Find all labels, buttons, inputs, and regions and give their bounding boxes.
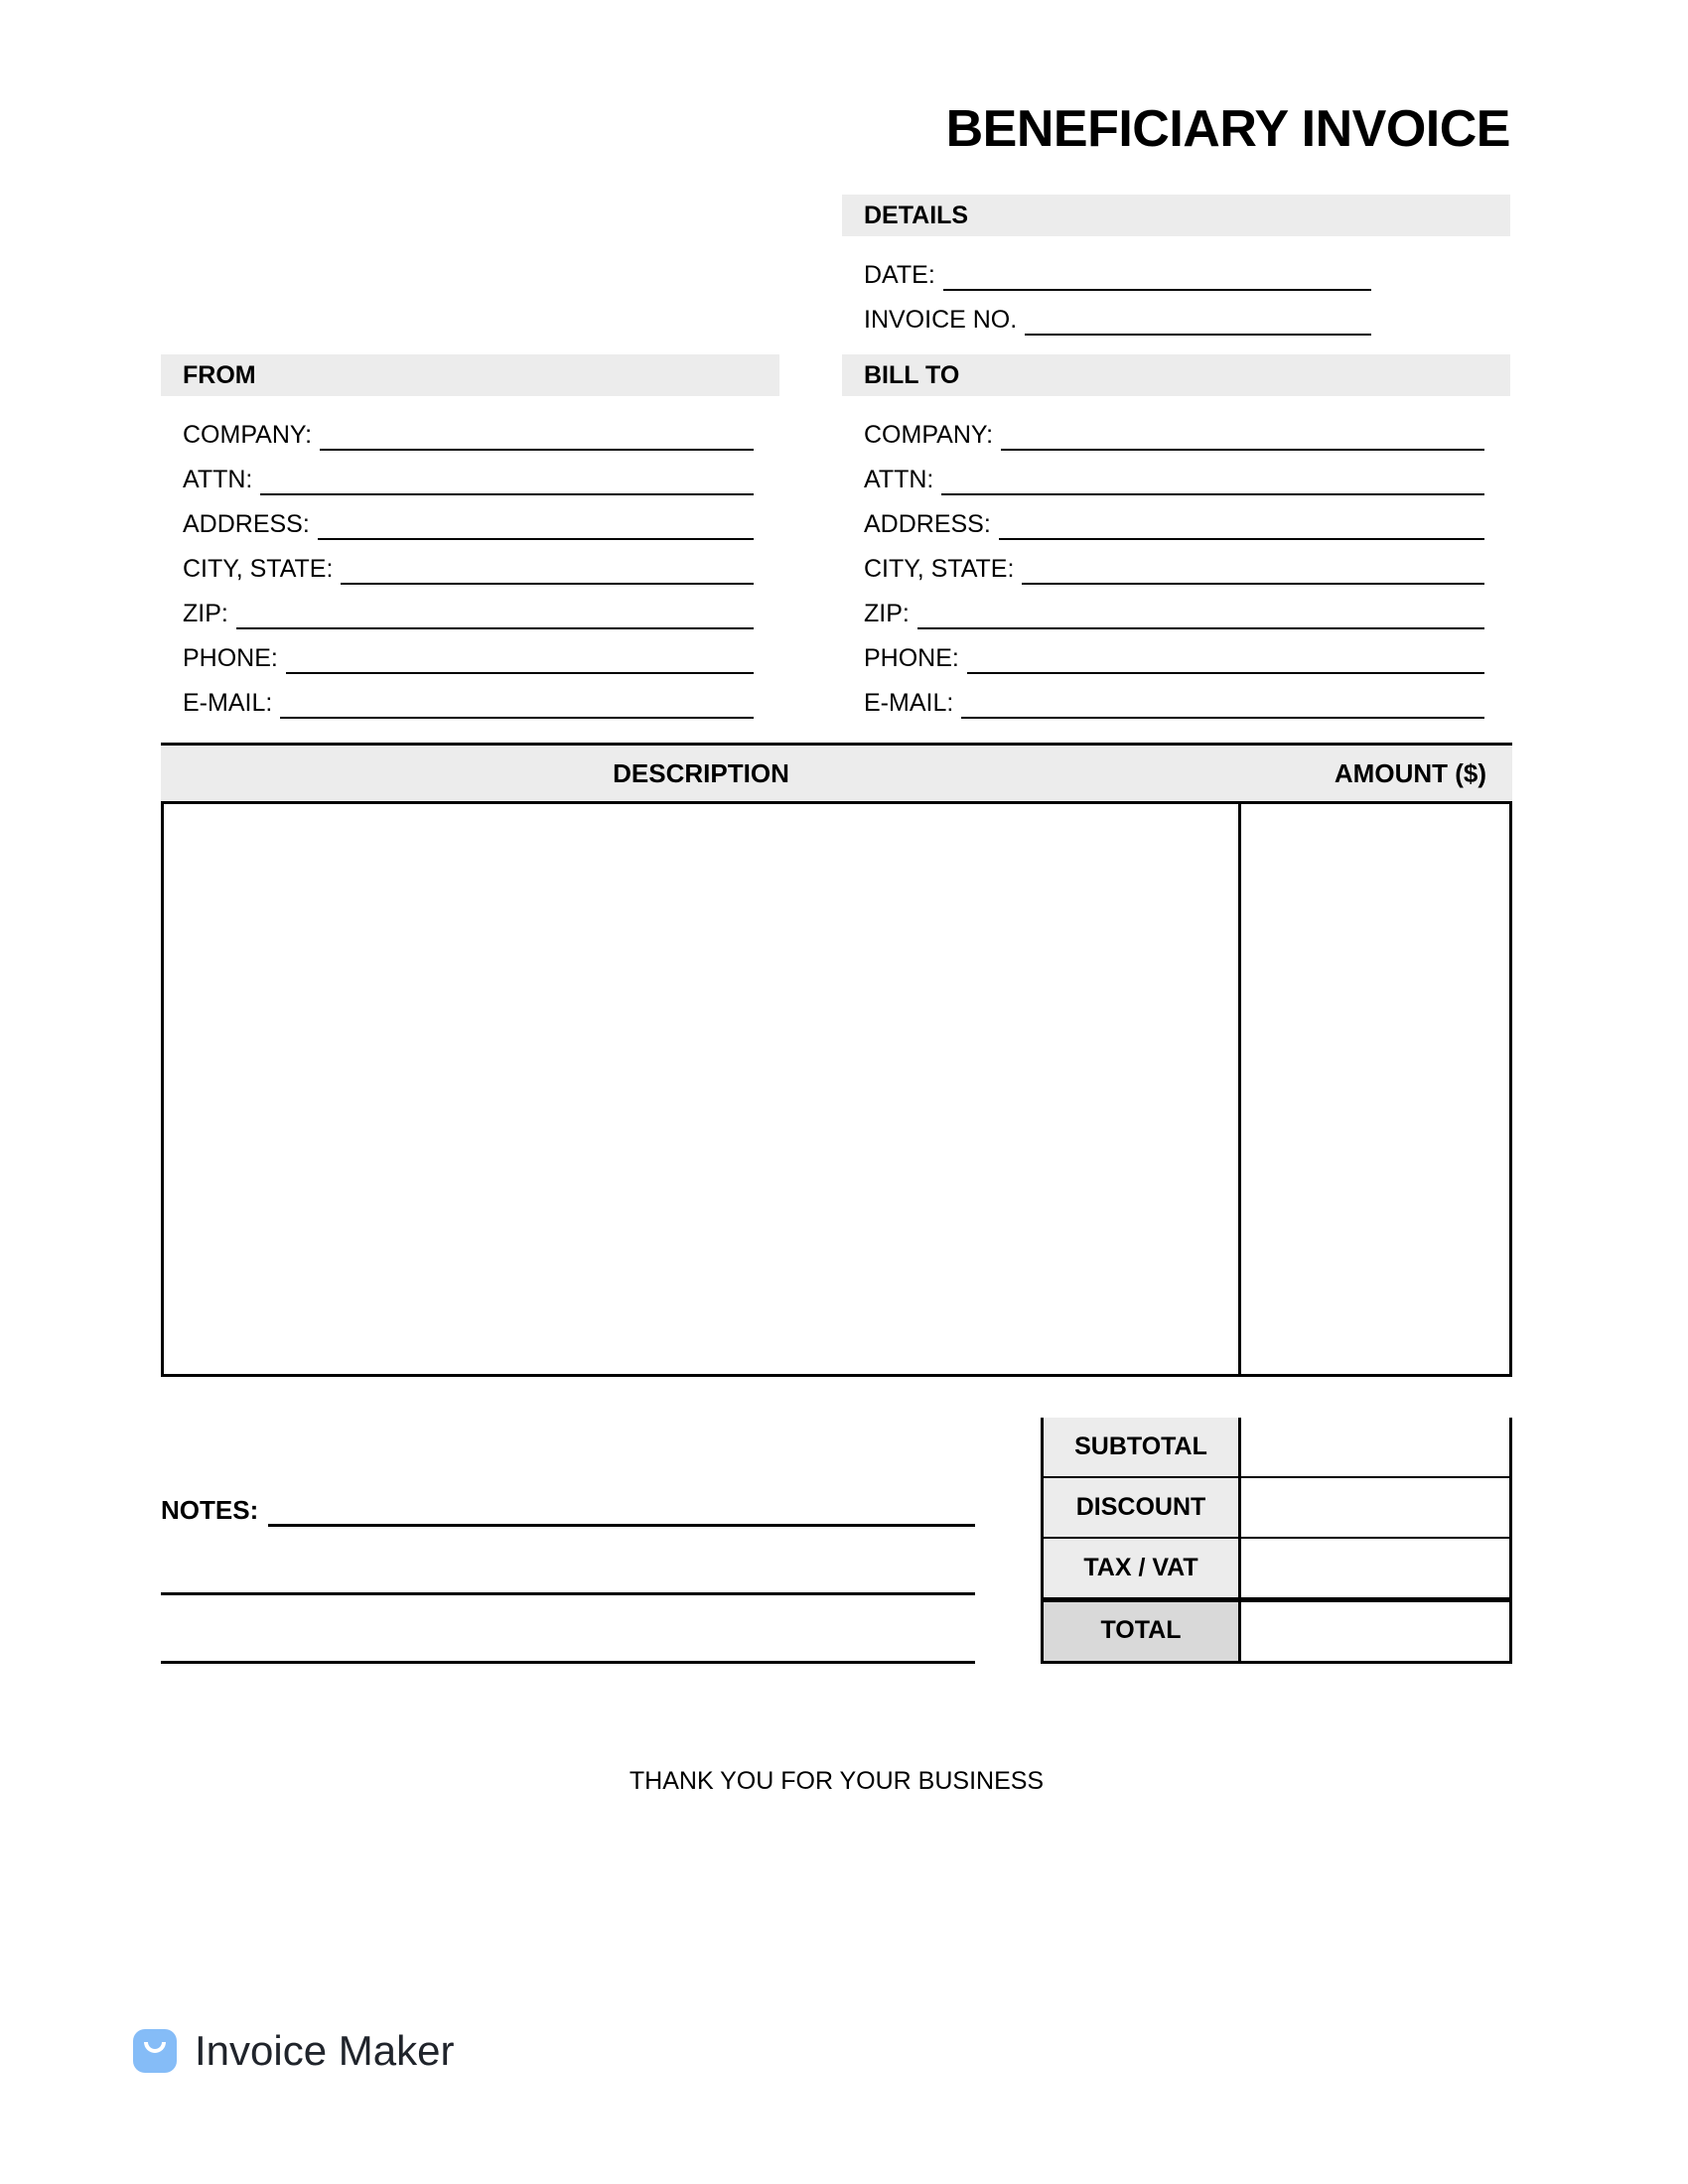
field-input-from-city-state[interactable]	[341, 557, 754, 585]
field-input-date[interactable]	[943, 263, 1371, 291]
details-fields	[842, 246, 1510, 336]
field-row-from-attn	[161, 451, 779, 495]
field-row-from-address	[161, 495, 779, 540]
field-label-from-address: ADDRESS:	[183, 510, 310, 538]
notes-section	[161, 1479, 975, 1664]
field-input-billto-attn[interactable]	[941, 468, 1484, 495]
field-row-billto-zip	[842, 585, 1510, 629]
section-header-from: FROM	[161, 354, 779, 396]
field-input-billto-phone[interactable]	[967, 646, 1484, 674]
totals-value-discount[interactable]	[1241, 1478, 1509, 1537]
field-label-from-company: COMPANY:	[183, 421, 313, 449]
field-input-billto-address[interactable]	[999, 512, 1484, 540]
notes-input-line-1[interactable]	[268, 1494, 975, 1527]
section-header-bill-to: BILL TO	[842, 354, 1510, 396]
brand-name: Invoice Maker	[195, 2027, 455, 2074]
field-label-from-zip: ZIP:	[183, 600, 228, 627]
column-header-amount: AMOUNT ($)	[1334, 758, 1486, 788]
totals-label-tax-vat: TAX / VAT	[1044, 1539, 1241, 1597]
field-input-from-address[interactable]	[318, 512, 754, 540]
field-row-from-email	[161, 674, 779, 719]
totals-block	[1041, 1418, 1512, 1664]
field-row-invoice-no	[842, 291, 1510, 336]
notes-input-line-3[interactable]	[161, 1595, 975, 1664]
field-label-billto-phone: PHONE:	[864, 644, 959, 672]
totals-label-subtotal: SUBTOTAL	[1044, 1418, 1241, 1476]
field-row-from-zip	[161, 585, 779, 629]
field-row-from-phone	[161, 629, 779, 674]
notes-input-line-2[interactable]	[161, 1527, 975, 1595]
field-input-from-attn[interactable]	[260, 468, 754, 495]
field-label-billto-city-state: CITY, STATE:	[864, 555, 1015, 583]
field-row-billto-company	[842, 406, 1510, 451]
field-input-billto-city-state[interactable]	[1022, 557, 1484, 585]
field-label-invoice-no: INVOICE NO.	[864, 306, 1018, 334]
totals-row-discount	[1044, 1478, 1509, 1539]
field-row-from-city-state	[161, 540, 779, 585]
field-label-from-attn: ATTN:	[183, 466, 253, 493]
field-input-from-phone[interactable]	[286, 646, 754, 674]
notes-label: NOTES:	[161, 1495, 259, 1525]
field-row-billto-attn	[842, 451, 1510, 495]
field-row-date	[842, 246, 1510, 291]
totals-row-tax-vat	[1044, 1539, 1509, 1599]
notes-first-line	[161, 1479, 975, 1527]
field-input-invoice-no[interactable]	[1025, 308, 1371, 336]
field-input-from-company[interactable]	[320, 423, 754, 451]
field-input-billto-email[interactable]	[961, 691, 1484, 719]
smile-arc-icon	[144, 2042, 166, 2053]
field-input-from-email[interactable]	[280, 691, 754, 719]
table-header-row	[161, 743, 1512, 804]
totals-value-subtotal[interactable]	[1241, 1418, 1509, 1476]
field-label-billto-zip: ZIP:	[864, 600, 910, 627]
field-row-billto-phone	[842, 629, 1510, 674]
field-row-billto-city-state	[842, 540, 1510, 585]
amount-entry-area[interactable]	[1241, 804, 1509, 1374]
field-row-billto-address	[842, 495, 1510, 540]
field-label-from-email: E-MAIL:	[183, 689, 273, 717]
field-row-billto-email	[842, 674, 1510, 719]
footer-brand	[133, 2029, 454, 2073]
field-label-date: DATE:	[864, 261, 935, 289]
field-input-from-zip[interactable]	[236, 602, 754, 629]
bill-to-fields	[842, 406, 1510, 719]
from-fields	[161, 406, 779, 719]
totals-label-discount: DISCOUNT	[1044, 1478, 1241, 1537]
table-body	[161, 804, 1512, 1377]
field-row-from-company	[161, 406, 779, 451]
smile-cup-icon	[133, 2029, 177, 2073]
field-label-billto-email: E-MAIL:	[864, 689, 954, 717]
description-entry-area[interactable]	[164, 804, 1241, 1374]
totals-row-subtotal	[1044, 1418, 1509, 1478]
field-label-billto-attn: ATTN:	[864, 466, 934, 493]
thank-you-message: THANK YOU FOR YOUR BUSINESS	[629, 1767, 1045, 1795]
field-label-billto-address: ADDRESS:	[864, 510, 991, 538]
totals-row-total	[1044, 1599, 1509, 1661]
column-header-description: DESCRIPTION	[613, 758, 789, 788]
totals-value-total[interactable]	[1241, 1602, 1509, 1661]
field-label-from-phone: PHONE:	[183, 644, 278, 672]
line-items-table	[161, 743, 1512, 1377]
section-header-details: DETAILS	[842, 195, 1510, 236]
totals-label-total: TOTAL	[1044, 1602, 1241, 1661]
field-input-billto-zip[interactable]	[917, 602, 1484, 629]
field-label-from-city-state: CITY, STATE:	[183, 555, 334, 583]
field-input-billto-company[interactable]	[1001, 423, 1484, 451]
totals-value-tax-vat[interactable]	[1241, 1539, 1509, 1597]
page-title: BENEFICIARY INVOICE	[945, 100, 1510, 158]
field-label-billto-company: COMPANY:	[864, 421, 994, 449]
